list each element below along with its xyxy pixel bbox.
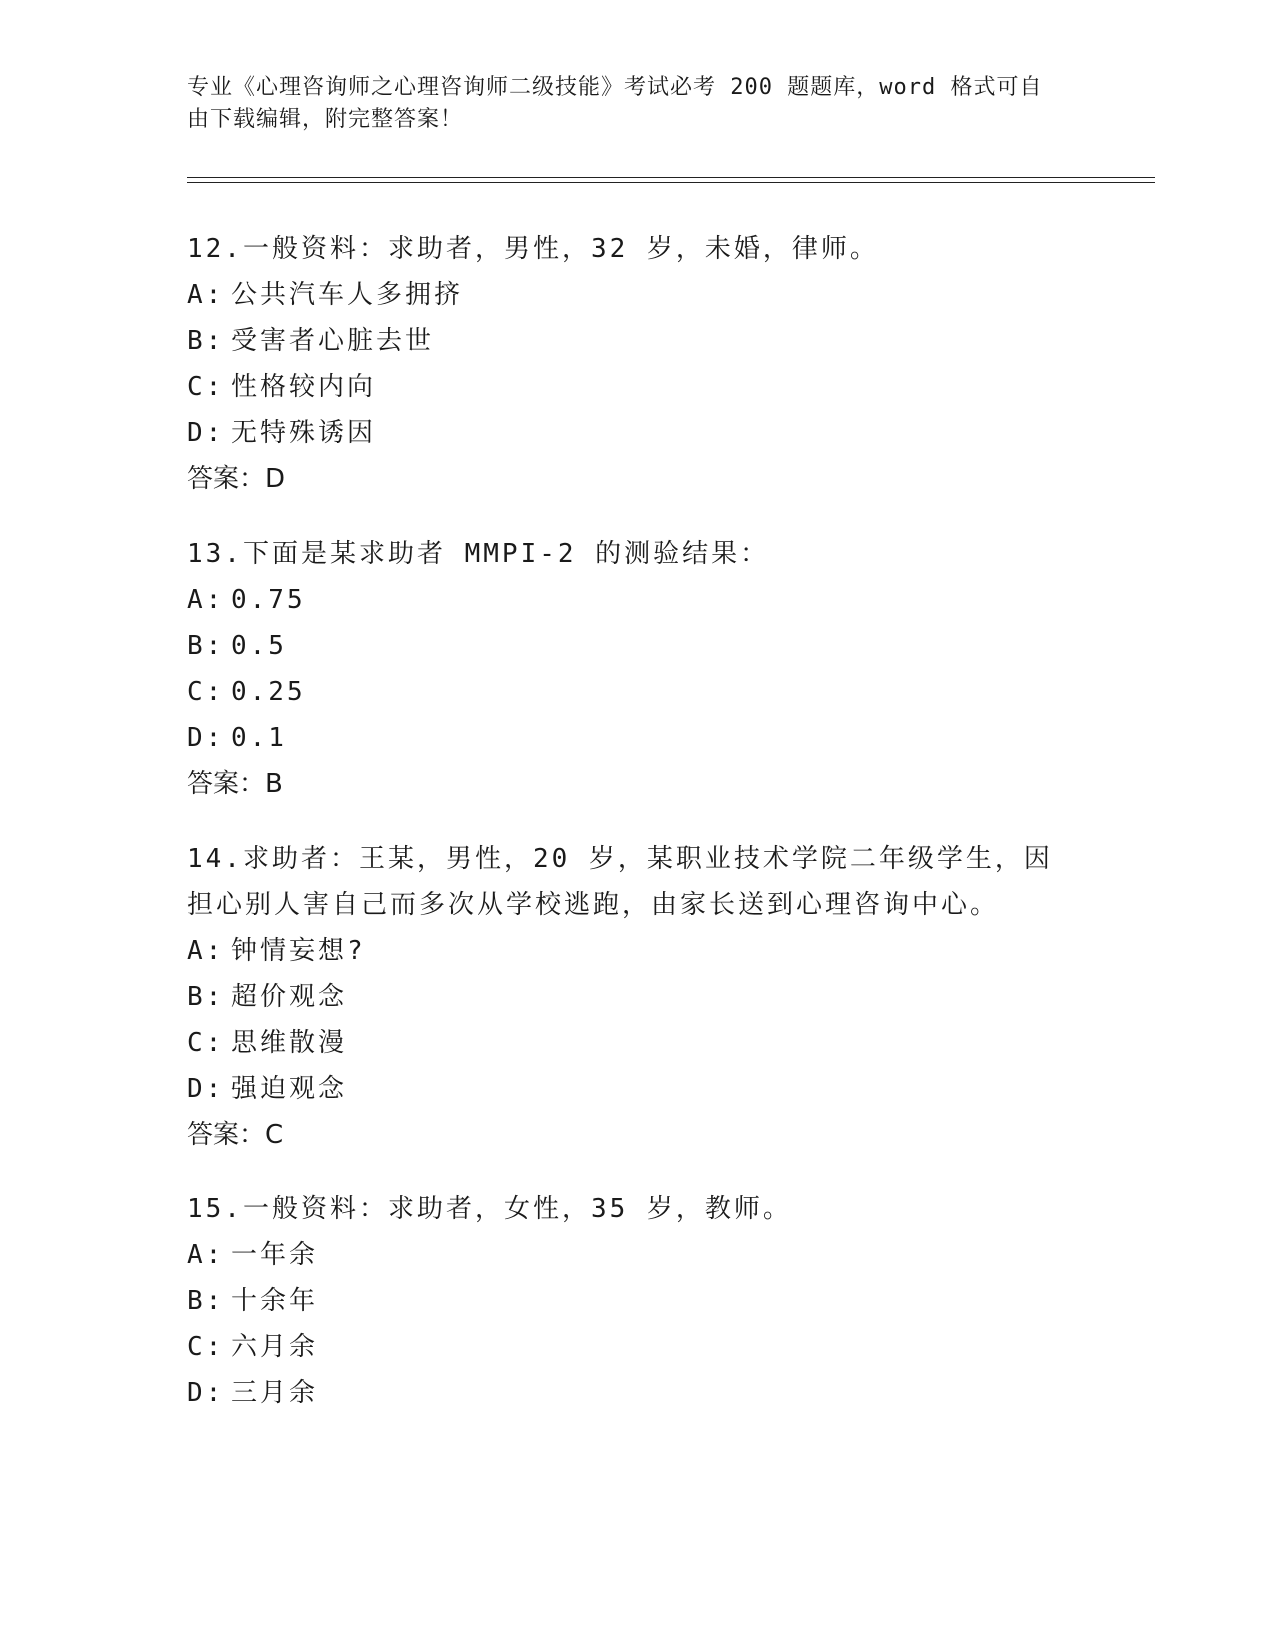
option-letter: C: xyxy=(187,1332,225,1362)
option-letter: A: xyxy=(187,936,225,966)
question-13 xyxy=(187,531,1087,807)
option-text: 性格较内向 xyxy=(231,372,377,402)
option-letter: D: xyxy=(187,723,225,753)
option-text: 受害者心脏去世 xyxy=(231,326,435,356)
option-c xyxy=(187,364,1087,410)
option-text: 三月余 xyxy=(231,1378,319,1408)
answer-line: 答案：D xyxy=(187,464,286,494)
question-15 xyxy=(187,1186,1087,1416)
option-d xyxy=(187,410,1087,456)
option-text: 0.1 xyxy=(231,723,287,753)
question-stem: 12.一般资料：求助者，男性，32 岁，未婚，律师。 xyxy=(187,234,879,264)
option-text: 钟情妄想? xyxy=(231,936,366,966)
option-text: 强迫观念 xyxy=(231,1074,348,1104)
question-stem: 14.求助者：王某，男性，20 岁，某职业技术学院二年级学生，因担心别人害自己而多次从学校逃跑，由家长送到心理咨询中心。 xyxy=(187,844,1053,920)
option-letter: D: xyxy=(187,418,225,448)
header-divider-top xyxy=(187,177,1155,178)
option-text: 0.75 xyxy=(231,585,306,615)
question-14 xyxy=(187,836,1067,1158)
question-stem: 13.下面是某求助者 MMPI-2 的测验结果： xyxy=(187,539,770,569)
header-line-2: 由下载编辑，附完整答案！ xyxy=(187,107,464,132)
option-c xyxy=(187,669,1087,715)
option-b xyxy=(187,1278,1087,1324)
option-letter: C: xyxy=(187,677,225,707)
option-letter: D: xyxy=(187,1074,225,1104)
option-text: 六月余 xyxy=(231,1332,319,1362)
question-12 xyxy=(187,226,1087,502)
option-text: 0.25 xyxy=(231,677,306,707)
header-divider-bottom xyxy=(187,182,1155,183)
option-letter: B: xyxy=(187,631,225,661)
option-text: 十余年 xyxy=(231,1286,319,1316)
option-text: 思维散漫 xyxy=(231,1028,348,1058)
option-a xyxy=(187,272,1087,318)
option-text: 超价观念 xyxy=(231,982,348,1012)
option-text: 0.5 xyxy=(231,631,287,661)
option-d xyxy=(187,715,1087,761)
option-letter: D: xyxy=(187,1378,225,1408)
option-c xyxy=(187,1324,1087,1370)
option-a xyxy=(187,928,1067,974)
option-d xyxy=(187,1066,1067,1112)
option-letter: B: xyxy=(187,1286,225,1316)
option-letter: A: xyxy=(187,1240,225,1270)
option-b xyxy=(187,974,1067,1020)
option-c xyxy=(187,1020,1067,1066)
option-letter: B: xyxy=(187,982,225,1012)
option-text: 公共汽车人多拥挤 xyxy=(231,280,464,310)
option-letter: C: xyxy=(187,372,225,402)
option-b xyxy=(187,623,1087,669)
option-letter: B: xyxy=(187,326,225,356)
option-a xyxy=(187,577,1087,623)
question-stem: 15.一般资料：求助者，女性，35 岁，教师。 xyxy=(187,1194,792,1224)
header-line-1: 专业《心理咨询师之心理咨询师二级技能》考试必考 200 题题库，word 格式可自 xyxy=(187,75,1043,100)
option-letter: C: xyxy=(187,1028,225,1058)
option-b xyxy=(187,318,1087,364)
answer-line: 答案：B xyxy=(187,769,283,799)
option-d xyxy=(187,1370,1087,1416)
document-header xyxy=(187,72,1087,136)
option-text: 无特殊诱因 xyxy=(231,418,377,448)
option-a xyxy=(187,1232,1087,1278)
answer-line: 答案：C xyxy=(187,1120,284,1150)
option-letter: A: xyxy=(187,585,225,615)
option-text: 一年余 xyxy=(231,1240,319,1270)
option-letter: A: xyxy=(187,280,225,310)
